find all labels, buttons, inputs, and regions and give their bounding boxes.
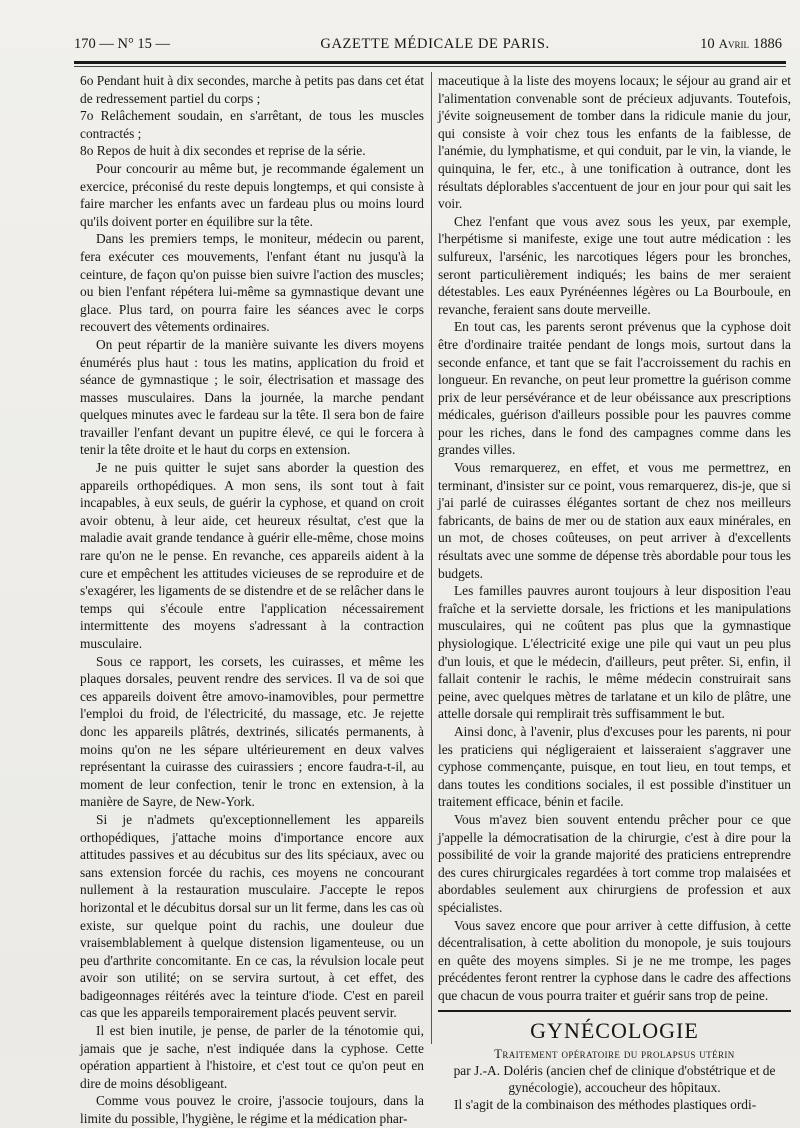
paragraph: 8o Repos de huit à dix secondes et reprise de la série. xyxy=(80,143,366,159)
paragraph: Si je n'admets qu'exceptionnellement les appareils orthopédiques, j'attache moins d'importance encore aux attitudes passives et au décubitus sur des lits spéciaux, avec ou sans extension forcée du rachis, ces moyens ne concourant nullement à la restauration musculaire. J'accepte le repos horizontal et le décubitus dorsal sur un lit ferme, dans les cas où existe, sur quelque point du rachis, une douleur due vraisemblablement à quelque distension ligamenteuse, ou un peu d'arthrite concomitante. En ce cas, la révulsion locale peut avoir son utilité; on se servira surtout, à cet effet, des badigeonnages réitérés avec la teinture d'iode. C'est en pareil cas que les appareils temporairement placés peuvent servir. xyxy=(80,811,424,1021)
paragraph: Vous remarquerez, en effet, et vous me permettrez, en terminant, d'insister sur ce point, vous remarquerez, dis-je, que si j'ai parlé de cuirasses élégantes sortant de chez nos meilleurs fabricants, de bains de mer ou de station aux eaux minérales, en un mot, de choses coûteuses, on peut arriver à d'excellents résultats avec une somme de dépense très abordable pour tous les budgets. xyxy=(438,460,791,581)
paragraph: Vous savez encore que pour arriver à cette diffusion, à cette décentralisation, à cette abolition du monopole, je suis toujours en quête des moyens simples. Si je ne me trompe, les pages précédentes feront rentrer la cyphose dans le cadre des affections que chacun de vous pourra traiter et guérir sans trop de peine. xyxy=(438,917,791,1003)
issue-year: 1886 xyxy=(752,36,782,52)
paragraph: Les familles pauvres auront toujours à leur disposition l'eau fraîche et la serviette dorsale, les frictions et les manipulations musculaires, qui ne coûtent pas plus que la gymnastique physiologique. L'électricité exige une pile qui vaut un peu plus d'un louis, et que le médecin, d'ailleurs, peut prêter. Si, enfin, il fallait contenir le rachis, le même médecin construirait sans peine, avec quelques mètres de tarlatane et un kilo de plâtre, une attelle dorsale qui remplirait très suffisamment le but. xyxy=(438,583,791,722)
paragraph: Dans les premiers temps, le moniteur, médecin ou parent, fera exécuter ces mouvements, l'enfant étant nu jusqu'à la ceinture, de façon qu'on puisse bien suivre l'action des muscles; ou bien l'enfant répétera lui-même sa gymnastique devant une glace. Plus tard, on pourra faire les séances avec le corps recouvert des vêtements ordinaires. xyxy=(80,231,424,335)
paragraph: Comme vous pouvez le croire, j'associe toujours, dans la limite du possible, l'hygiène, le régime et la médication phar- xyxy=(80,1093,424,1127)
page-number: 170 xyxy=(74,36,96,52)
issue-month: Avril xyxy=(718,36,749,51)
page-header xyxy=(74,36,782,58)
article-byline: par J.-A. Doléris (ancien chef de clinique d'obstétrique et de gynécologie), accoucheur des hôpitaux. xyxy=(453,1063,776,1096)
issue-number: — N° 15 — xyxy=(99,36,171,52)
issue-day: 10 xyxy=(700,36,715,52)
article-title: Traitement opératoire du prolapsus utérin xyxy=(494,1047,735,1062)
header-rule-thick xyxy=(74,61,786,64)
header-rule-thin xyxy=(74,66,786,67)
section-title: GYNÉCOLOGIE xyxy=(530,1018,699,1044)
issue-date xyxy=(700,36,782,53)
paragraph: 6o Pendant huit à dix secondes, marche à petits pas dans cet état de redressement partiel du corps ; xyxy=(80,73,424,106)
section-rule xyxy=(438,1010,791,1012)
paragraph: Pour concourir au même but, je recommande également un exercice, préconisé du reste depuis longtemps, et qui consiste à faire marcher les enfants avec un fardeau plus ou moins lourd qu'ils doivent porter en équilibre sur la tête. xyxy=(80,160,424,229)
paragraph: On peut répartir de la manière suivante les divers moyens énumérés plus haut : tous les matins, application du froid et séance de gymnastique ; le soir, électrisation et massage des masses musculaires. Dans la journée, la marche pendant quelques minutes avec le fardeau sur la tête. Il sera bon de faire travailler l'enfant devant un pupitre élevé, ce qui le forcera à tenir la tête droite et le haut du corps en extension. xyxy=(80,336,424,458)
right-column-body xyxy=(438,72,791,1004)
right-column xyxy=(438,72,791,1113)
paragraph: Je ne puis quitter le sujet sans aborder la question des appareils orthopédiques. A mon sens, ils sont tout à fait incapables, à eux seuls, de guérir la cyphose, et quand on croit avoir obtenu, à leur aide, cet heureux résultat, c'est que la maladie avait grande tendance à guérir elle-même, chose moins rare qu'on ne le pense. En revanche, ces appareils aident à la cure et empêchent les attitudes vicieuses de se reproduire et de s'exagérer, les ligaments de se distendre et de se relâcher dans le temps qui s'écoule entre l'application nécessairement intermittente des moyens s'adressant à la contraction musculaire. xyxy=(80,460,424,651)
paragraph: Vous m'avez bien souvent entendu prêcher pour ce que j'appelle la démocratisation de la chirurgie, c'est à dire pour la possibilité de voir la grande majorité des praticiens entreprendre des cures chirurgicales regardées à tort comme trop malaisées et abordables seulement aux chirurgiens de profession et aux spécialistes. xyxy=(438,811,791,915)
left-column xyxy=(80,72,424,1127)
article-first-line: Il s'agit de la combinaison des méthodes plastiques ordi- xyxy=(454,1097,757,1113)
paragraph: En tout cas, les parents seront prévenus que la cyphose doit être d'ordinaire traitée pendant de longs mois, surtout dans la seconde enfance, et tant que se fait l'accroissement du rachis en longueur. En revanche, on peut leur promettre la guérison comme prix de leur persévérance et de leur obéissance aux prescriptions médicales, guérison d'ailleurs possible pour les pauvres comme pour les riches, dans le fond des campagnes comme dans les grandes villes. xyxy=(438,319,791,458)
paragraph: maceutique à la liste des moyens locaux; le séjour au grand air et l'alimentation convenable sont de précieux adjuvants. Toutefois, j'évite soigneusement de tomber dans la ridicule manie du jour, qui consiste à voir chez tous les enfants de la faiblesse, de l'anémie, du lymphatisme, et qui conduit, par le vin, la viande, le quinquina, le fer, etc., à une tonification à outrance, dont les résultats déplorables s'accentuent de jour en jour pour qui sait les voir. xyxy=(438,73,791,212)
paragraph: Ainsi donc, à l'avenir, plus d'excuses pour les parents, ni pour les praticiens qui négligeraient et laisseraient s'aggraver une cyphose commençante, puisque, en tout lieu, en tout temps, et dans toutes les conditions sociales, il est possible d'instituer un traitement efficace, bénin et facile. xyxy=(438,723,791,810)
journal-title: GAZETTE MÉDICALE DE PARIS. xyxy=(320,36,550,52)
paragraph: 7o Relâchement soudain, en s'arrêtant, de tous les muscles contractés ; xyxy=(80,108,424,141)
page-number-group xyxy=(74,36,170,53)
column-divider xyxy=(431,72,432,1044)
paragraph: Sous ce rapport, les corsets, les cuirasses, et même les plaques dorsales, peuvent rendre des services. Il va de soi que ces appareils doivent être amovo-inamovibles, pour permettre l'emploi du froid, de l'électricité, du massage, etc. Je rejette donc les appareils plâtrés, dextrinés, silicatés permanents, à moins qu'on ne les sépare ultérieurement en deux valves représentant la cuirasse des cuirassiers ; encore faudra-t-il, au moment de leur confection, tenir le tronc en extension, à la manière de Sayre, de New-York. xyxy=(80,653,424,810)
paragraph: Chez l'enfant que vous avez sous les yeux, par exemple, l'herpétisme si manifeste, exige une tout autre médication : les sulfureux, l'arsénic, les narcotiques légers pour les bronches, seront particulièrement indiqués; les bains de mer seraient détestables. Les eaux Pyrénéennes légères ou La Bourboule, en revanche, feraient sans doute merveille. xyxy=(438,213,791,317)
paragraph: Il est bien inutile, je pense, de parler de la ténotomie qui, jamais que je sache, n'est indiquée dans la cyphose. Cette opération appartient à l'histoire, et c'est tout ce qu'on peut en dire de moins désobligeant. xyxy=(80,1023,424,1091)
